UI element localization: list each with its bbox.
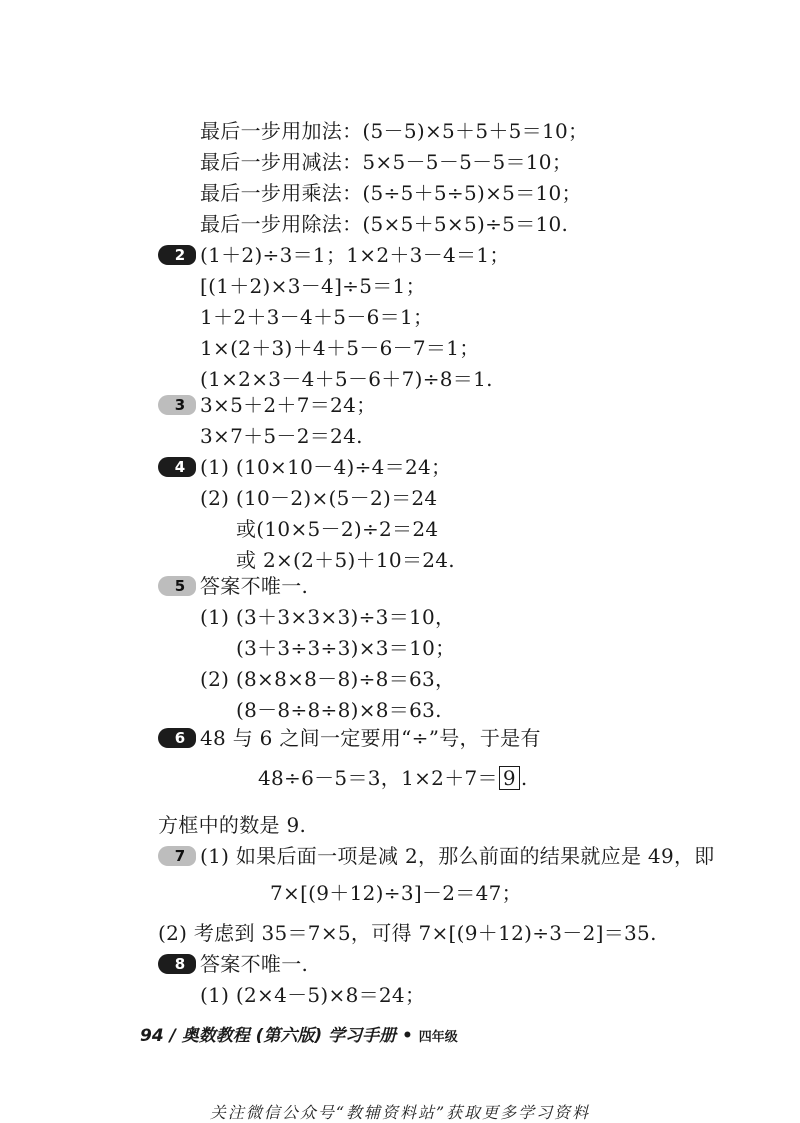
q6-equation-prefix: 48÷6－5＝3，1×2＋7＝ xyxy=(258,766,498,790)
q4-line-3: 或(10×5－2)÷2＝24 xyxy=(236,517,439,541)
q7-line-2: (2) 考虑到 35＝7×5，可得 7×[(9＋12)÷3－2]＝35. xyxy=(158,921,657,945)
footer-grade: 四年级 xyxy=(418,1030,458,1045)
q8-line-2: (1) (2×4－5)×8＝24； xyxy=(200,983,426,1007)
q6-equation-suffix: . xyxy=(520,766,528,790)
q2-line-3: 1＋2＋3－4＋5－6＝1； xyxy=(200,305,434,329)
q3-line-1: 3×5＋2＋7＝24； xyxy=(200,393,377,417)
q3-line-2: 3×7＋5－2＝24. xyxy=(200,424,363,448)
q4-line-4: 或 2×(2＋5)＋10＝24. xyxy=(236,548,455,572)
intro-line-1: 最后一步用加法：(5－5)×5＋5＋5＝10； xyxy=(200,119,589,143)
footer-text: 94 / 奥数教程 (第六版) 学习手册 • xyxy=(140,1026,419,1046)
intro-line-3: 最后一步用乘法：(5÷5＋5÷5)×5＝10； xyxy=(200,181,582,205)
q5-line-2: (1) (3＋3×3×3)÷3＝10， xyxy=(200,605,456,629)
q6-equation xyxy=(258,765,528,791)
q5-line-3: (3＋3÷3÷3)×3＝10； xyxy=(236,636,456,660)
q2-line-5: (1×2×3－4＋5－6＋7)÷8＝1. xyxy=(200,367,493,391)
q2-line-4: 1×(2＋3)＋4＋5－6－7＝1； xyxy=(200,336,480,360)
q4-line-1: (1) (10×10－4)÷4＝24； xyxy=(200,455,452,479)
q7-equation-1: 7×[(9＋12)÷3]－2＝47； xyxy=(270,881,522,905)
q5-line-5: (8－8÷8÷8)×8＝63. xyxy=(236,698,442,722)
q6-answer-box: 9 xyxy=(499,766,520,790)
question-badge-8: 8 xyxy=(158,954,196,974)
intro-line-2: 最后一步用减法：5×5－5－5－5＝10； xyxy=(200,150,573,174)
q7-line-1: (1) 如果后面一项是减 2，那么前面的结果就应是 49，即 xyxy=(200,844,715,868)
q6-line-1: 48 与 6 之间一定要用“÷”号，于是有 xyxy=(200,726,541,750)
q4-line-2: (2) (10－2)×(5－2)＝24 xyxy=(200,486,438,510)
question-badge-5: 5 xyxy=(158,576,196,596)
watermark-text: 关注微信公众号“教辅资料站”获取更多学习资料 xyxy=(209,1103,591,1122)
question-badge-2: 2 xyxy=(158,245,196,265)
q2-line-2: [(1＋2)×3－4]÷5＝1； xyxy=(200,274,426,298)
page-footer xyxy=(140,1025,458,1049)
question-badge-4: 4 xyxy=(158,457,196,477)
question-badge-3: 3 xyxy=(158,395,196,415)
q6-conclusion: 方框中的数是 9. xyxy=(158,813,307,837)
q5-line-4: (2) (8×8×8－8)÷8＝63， xyxy=(200,667,456,691)
question-badge-7: 7 xyxy=(158,846,196,866)
intro-line-4: 最后一步用除法：(5×5＋5×5)÷5＝10. xyxy=(200,212,569,236)
question-badge-6: 6 xyxy=(158,728,196,748)
q2-line-1: (1＋2)÷3＝1；1×2＋3－4＝1； xyxy=(200,243,510,267)
q5-line-1: 答案不唯一. xyxy=(200,574,309,598)
q8-line-1: 答案不唯一. xyxy=(200,952,309,976)
